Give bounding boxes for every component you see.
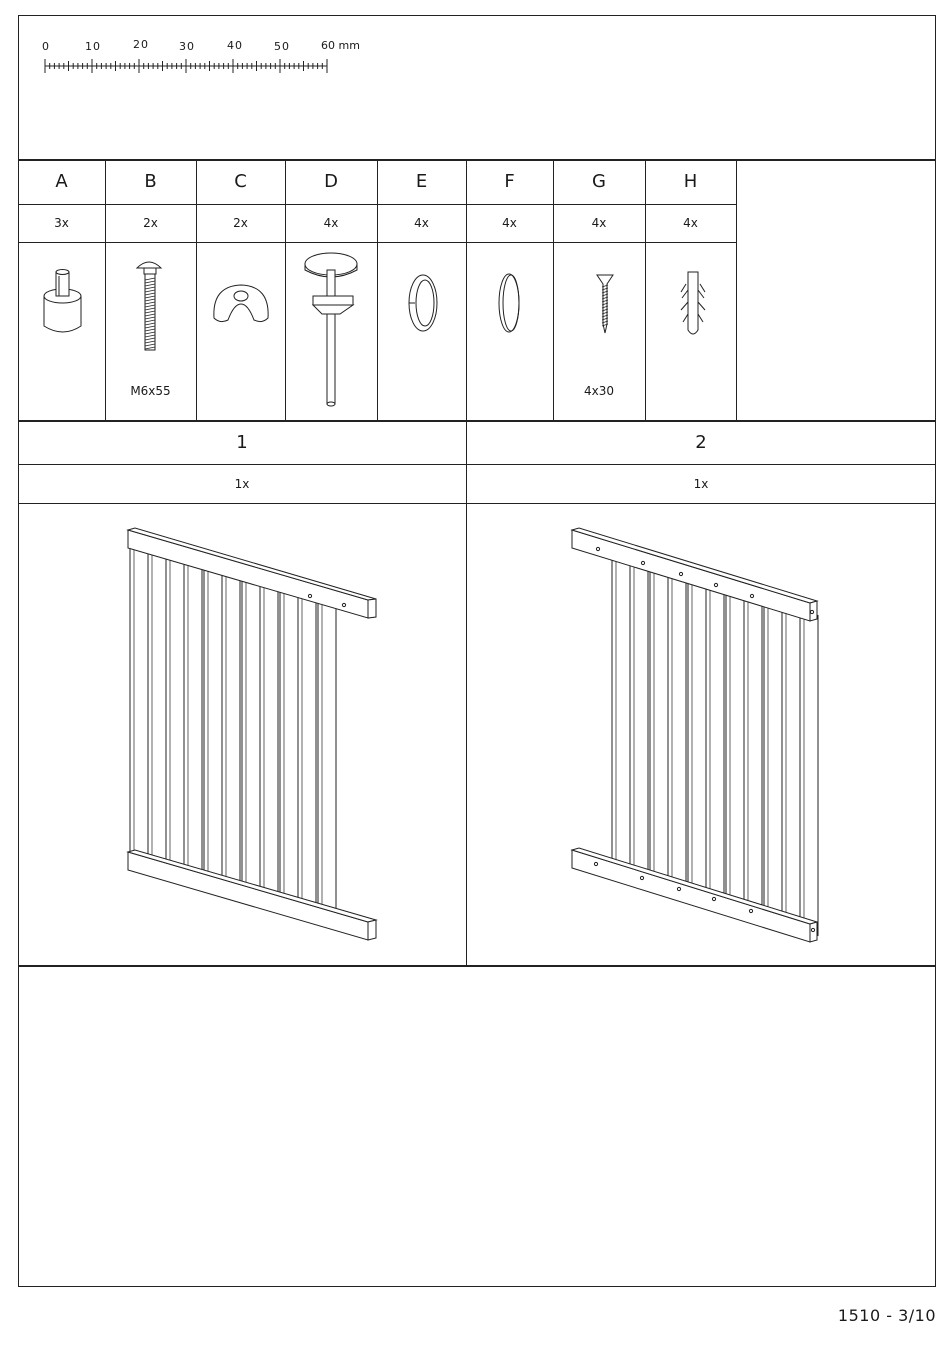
part-spec-g: 4x30 xyxy=(583,384,614,398)
part-letter-h: H xyxy=(683,171,698,192)
slat xyxy=(726,587,744,913)
slat xyxy=(764,599,782,925)
slat xyxy=(166,549,184,876)
scale-label-20: 20 xyxy=(133,38,149,51)
scale-label-0: 0 xyxy=(42,40,50,53)
slat xyxy=(668,569,686,895)
part-letter-g: G xyxy=(592,171,606,192)
scale-label-30: 30 xyxy=(179,40,195,53)
slat xyxy=(612,552,630,878)
slat xyxy=(688,576,706,902)
slat xyxy=(630,558,648,884)
part-qty-c: 2x xyxy=(233,216,248,230)
part-letter-a: A xyxy=(55,171,68,192)
slat xyxy=(280,582,298,909)
slat xyxy=(184,554,202,881)
part-letter-c: C xyxy=(234,171,247,192)
slat xyxy=(242,571,260,898)
slat xyxy=(318,593,336,920)
part-letter-e: E xyxy=(415,171,428,192)
panel-qty-1: 1x xyxy=(234,477,250,491)
panel-qty-2: 1x xyxy=(693,477,709,491)
part-qty-f: 4x xyxy=(502,216,517,230)
part-qty-b: 2x xyxy=(143,216,158,230)
part-qty-a: 3x xyxy=(54,216,69,230)
part-letter-d: D xyxy=(324,171,338,192)
panel-number-2: 2 xyxy=(695,432,707,453)
slat xyxy=(130,539,148,866)
slat xyxy=(800,610,818,936)
slat xyxy=(782,604,800,930)
slat xyxy=(744,593,762,919)
panel-2-drawing xyxy=(572,528,818,942)
scale-label-60: 60 mm xyxy=(321,39,360,52)
part-qty-h: 4x xyxy=(683,216,698,230)
scale-label-10: 10 xyxy=(85,40,101,53)
slat xyxy=(706,581,724,907)
part-qty-d: 4x xyxy=(323,216,339,230)
slat xyxy=(260,577,278,904)
part-qty-e: 4x xyxy=(414,216,429,230)
slat xyxy=(222,565,240,892)
part-letter-b: B xyxy=(144,171,157,192)
panel-number-1: 1 xyxy=(236,432,248,453)
part-qty-g: 4x xyxy=(591,216,607,230)
slat xyxy=(298,588,316,915)
panel-1-drawing xyxy=(128,528,376,940)
slat xyxy=(148,544,166,871)
part-letter-f: F xyxy=(504,171,515,192)
slat xyxy=(204,560,222,887)
part-spec-b: M6x55 xyxy=(130,384,171,398)
page-number: 1510 - 3/10 xyxy=(837,1306,936,1325)
slat xyxy=(650,564,668,890)
scale-label-40: 40 xyxy=(227,39,243,52)
scale-label-50: 50 xyxy=(274,40,290,53)
